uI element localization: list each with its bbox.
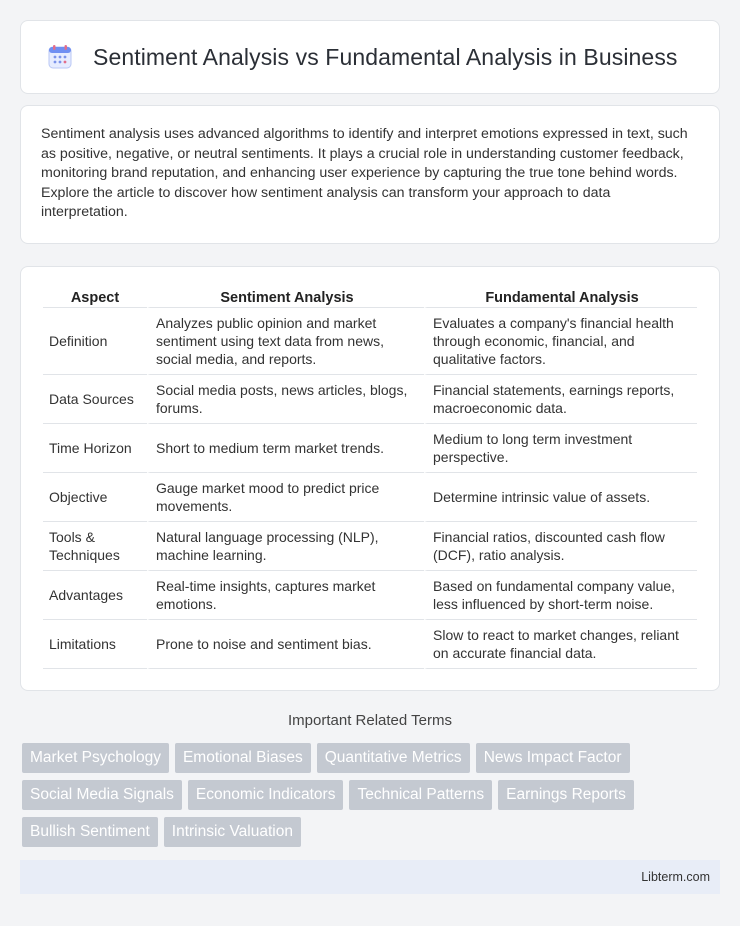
related-term-tag[interactable]: Intrinsic Valuation	[164, 817, 301, 847]
table-cell-sentiment: Analyzes public opinion and market sentiment using text data from news, social media, and reports.	[147, 308, 424, 375]
comparison-table-card	[20, 266, 720, 691]
related-term-tag[interactable]: Quantitative Metrics	[317, 743, 470, 773]
table-cell-fundamental: Slow to react to market changes, reliant on accurate financial data.	[424, 620, 697, 669]
table-cell-sentiment: Gauge market mood to predict price movements.	[147, 473, 424, 522]
table-cell-aspect: Advantages	[43, 571, 147, 620]
table-cell-aspect: Tools & Techniques	[43, 522, 147, 571]
calendar-icon	[43, 40, 77, 74]
table-header-row	[43, 288, 697, 308]
table-cell-fundamental: Evaluates a company's financial health through economic, financial, and qualitative factors.	[424, 308, 697, 375]
related-term-tag[interactable]: Emotional Biases	[175, 743, 311, 773]
table-row	[43, 620, 697, 669]
table-cell-aspect: Data Sources	[43, 375, 147, 424]
related-terms-title: Important Related Terms	[288, 711, 452, 729]
table-cell-sentiment: Prone to noise and sentiment bias.	[147, 620, 424, 669]
intro-card	[20, 105, 720, 244]
related-term-tag[interactable]: Economic Indicators	[188, 780, 344, 810]
table-row	[43, 473, 697, 522]
table-cell-sentiment: Natural language processing (NLP), machine learning.	[147, 522, 424, 571]
comparison-table	[43, 288, 697, 669]
table-cell-aspect: Time Horizon	[43, 424, 147, 473]
column-header-aspect: Aspect	[43, 288, 147, 308]
related-terms-list	[20, 743, 720, 847]
related-term-tag[interactable]: Market Psychology	[22, 743, 169, 773]
page-title: Sentiment Analysis vs Fundamental Analysis in Business	[93, 43, 678, 70]
table-cell-fundamental: Determine intrinsic value of assets.	[424, 473, 697, 522]
related-term-tag[interactable]: Technical Patterns	[349, 780, 492, 810]
column-header-fundamental: Fundamental Analysis	[424, 288, 697, 308]
table-cell-sentiment: Short to medium term market trends.	[147, 424, 424, 473]
table-row	[43, 375, 697, 424]
footer	[20, 860, 720, 894]
table-cell-fundamental: Based on fundamental company value, less influenced by short-term noise.	[424, 571, 697, 620]
related-term-tag[interactable]: News Impact Factor	[476, 743, 630, 773]
table-row	[43, 571, 697, 620]
related-term-tag[interactable]: Social Media Signals	[22, 780, 182, 810]
related-term-tag[interactable]: Earnings Reports	[498, 780, 634, 810]
table-row	[43, 308, 697, 375]
related-term-tag[interactable]: Bullish Sentiment	[22, 817, 158, 847]
table-cell-sentiment: Social media posts, news articles, blogs, forums.	[147, 375, 424, 424]
table-row	[43, 424, 697, 473]
table-cell-aspect: Limitations	[43, 620, 147, 669]
footer-site-link[interactable]: Libterm.com	[641, 869, 710, 884]
intro-text: Sentiment analysis uses advanced algorithms to identify and interpret emotions expressed in text, such as positive, negative, or neutral sentiments. It plays a crucial role in understanding customer feedback, monitoring brand reputation, and enhancing user experience by capturing the true tone behind words. Explore the article to discover how sentiment analysis can transform your approach to data interpretation.	[41, 126, 688, 220]
table-cell-aspect: Definition	[43, 308, 147, 375]
table-cell-fundamental: Medium to long term investment perspective.	[424, 424, 697, 473]
table-cell-fundamental: Financial statements, earnings reports, macroeconomic data.	[424, 375, 697, 424]
table-cell-aspect: Objective	[43, 473, 147, 522]
header-card	[20, 20, 720, 94]
table-row	[43, 522, 697, 571]
column-header-sentiment: Sentiment Analysis	[147, 288, 424, 308]
table-cell-fundamental: Financial ratios, discounted cash flow (DCF), ratio analysis.	[424, 522, 697, 571]
table-cell-sentiment: Real-time insights, captures market emotions.	[147, 571, 424, 620]
